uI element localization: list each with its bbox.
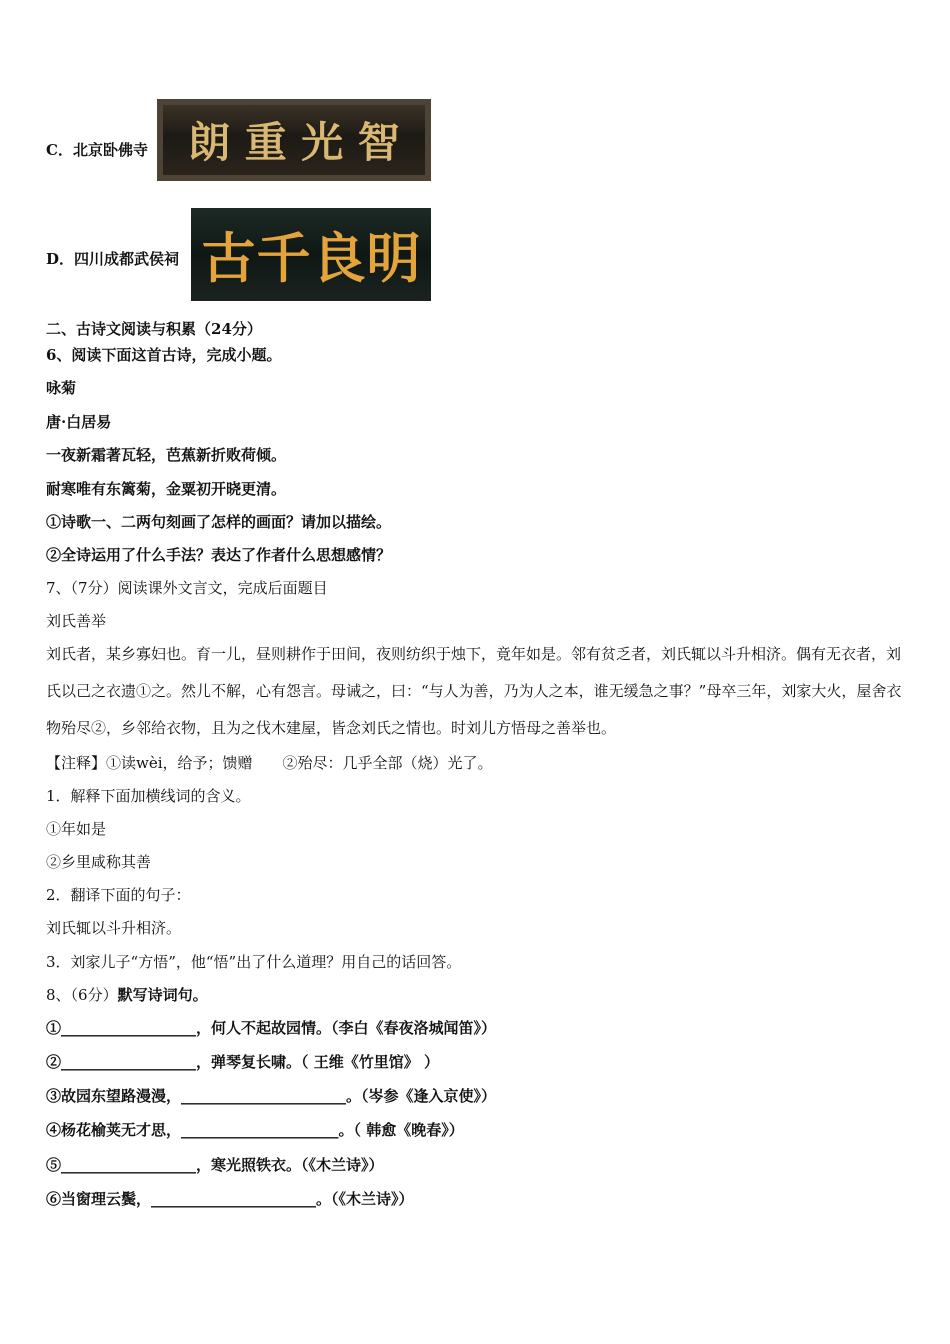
section-heading: 二、古诗文阅读与积累（24分） bbox=[46, 320, 262, 338]
q7-subquestion-3: 3．刘家儿子“方悟”，他“悟”出了什么道理？用自己的话回答。 bbox=[46, 953, 462, 971]
q8-intro bbox=[46, 985, 208, 1005]
passage-title: 刘氏善举 bbox=[46, 612, 107, 630]
q6-subquestion-2: ②全诗运用了什么手法？表达了作者什么思想感情？ bbox=[46, 546, 392, 564]
recitation-line: ⑥当窗理云鬓，______________________。（《木兰诗》） bbox=[46, 1190, 414, 1208]
q7-intro: 7、（7分）阅读课外文言文，完成后面题目 bbox=[46, 579, 328, 597]
recitation-line: ③故园东望路漫漫，______________________。（岑参《逢入京使》） bbox=[46, 1087, 497, 1105]
q7-item: ①年如是 bbox=[46, 820, 107, 838]
plaque-c-char: 重 bbox=[244, 118, 287, 167]
option-d-label: D．四川成都武侯祠 bbox=[46, 250, 180, 268]
plaque-c-char: 智 bbox=[357, 118, 400, 167]
q6-subquestion-1: ①诗歌一、二两句刻画了怎样的画面？请加以描绘。 bbox=[46, 513, 392, 531]
plaque-c-char: 朗 bbox=[188, 118, 231, 167]
q7-subquestion-1: 1．解释下面加横线词的含义。 bbox=[46, 787, 251, 805]
poem-line: 一夜新霜著瓦轻，芭蕉新折败荷倾。 bbox=[46, 446, 287, 464]
poem-line: 耐寒唯有东篱菊，金粟初开晓更清。 bbox=[46, 480, 287, 498]
option-c-plaque-image bbox=[157, 99, 431, 181]
passage-note: 【注释】①读wèi，给予；馈赠 ②殆尽：几乎全部（烧）光了。 bbox=[46, 754, 493, 772]
plaque-d-char: 明 bbox=[366, 226, 421, 290]
option-c-label: C．北京卧佛寺 bbox=[46, 141, 148, 159]
recitation-line: ④杨花榆荚无才思，_____________________。（ 韩愈《晚春》） bbox=[46, 1121, 464, 1139]
plaque-d-char: 古 bbox=[201, 226, 256, 290]
passage-text: 刘氏者，某乡寡妇也。育一儿，昼则耕作于田间，夜则纺织于烛下，竟年如是。邻有贫乏者，刘氏辄以斗升相济。偶有无衣者，刘氏以己之衣遗①之。然儿不解，心有怨言。母诫之，曰：“与人为善，乃为人之本，谁无缓急之事？”母卒三年，刘家大火，屋舍衣物殆尽②，乡邻给衣物，且为之伐木建屋，皆念刘氏之情也。时刘儿方悟母之善举也。 bbox=[46, 645, 902, 737]
q6-intro: 6、阅读下面这首古诗，完成小题。 bbox=[46, 346, 282, 364]
q8-intro-prefix: 8、（6分） bbox=[46, 986, 118, 1004]
recitation-line: ⑤__________________，寒光照铁衣。（《木兰诗》） bbox=[46, 1156, 384, 1174]
plaque-c-char: 光 bbox=[301, 118, 344, 167]
recitation-line: ①__________________，何人不起故园情。（李白《春夜洛城闻笛》） bbox=[46, 1019, 497, 1037]
q7-subquestion-2: 2．翻译下面的句子： bbox=[46, 886, 191, 904]
option-d-plaque-image bbox=[191, 208, 431, 301]
poem-author: 唐·白居易 bbox=[46, 413, 112, 431]
poem-title: 咏菊 bbox=[46, 379, 77, 397]
plaque-d-char: 良 bbox=[311, 226, 366, 290]
q7-item: 刘氏辄以斗升相济。 bbox=[46, 919, 182, 937]
q8-intro-text: 默写诗词句。 bbox=[117, 986, 208, 1004]
plaque-d-char: 千 bbox=[256, 226, 311, 290]
recitation-line: ②__________________，弹琴复长啸。（ 王维《竹里馆》 ） bbox=[46, 1053, 439, 1071]
q7-item: ②乡里咸称其善 bbox=[46, 853, 152, 871]
